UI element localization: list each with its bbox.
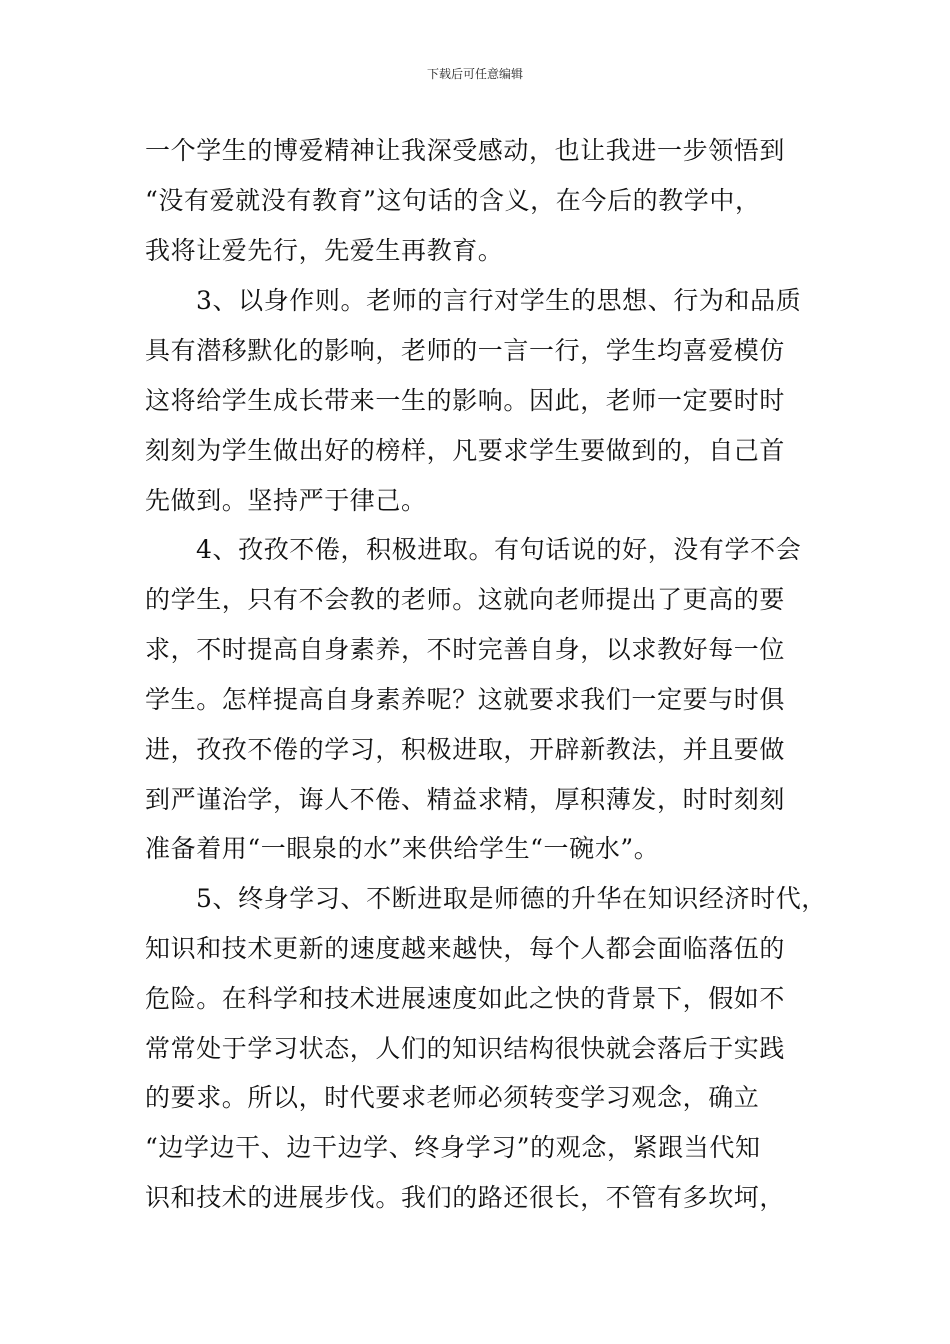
text-line-10: 的学生，只有不会教的老师。这就向老师提出了更高的要	[145, 585, 786, 614]
text-line-13: 进，孜孜不倦的学习，积极进取，开辟新教法，并且要做	[145, 735, 786, 764]
text-line-6: 这将给学生成长带来一生的影响。因此，老师一定要时时	[145, 386, 786, 415]
text-line-17: 知识和技术更新的速度越来越快，每个人都会面临落伍的	[145, 934, 786, 963]
text-line-19: 常常处于学习状态，人们的知识结构很快就会落后于实践	[145, 1034, 786, 1063]
text-line-21: “边学边干、边干边学、终身学习”的观念，紧跟当代知	[145, 1133, 761, 1162]
text-line-15: 准备着用“一眼泉的水”来供给学生“一碗水”。	[145, 834, 660, 863]
text-line-20: 的要求。所以，时代要求老师必须转变学习观念，确立	[145, 1083, 760, 1112]
text-line-2: “没有爱就没有教育”这句话的含义，在今后的教学中，	[145, 186, 761, 215]
text-line-7: 刻刻为学生做出好的榜样，凡要求学生要做到的，自己首	[145, 436, 786, 465]
text-line-8: 先做到。坚持严于律己。	[145, 486, 427, 515]
text-line-22: 识和技术的进展步伐。我们的路还很长，不管有多坎坷，	[145, 1183, 786, 1212]
page-header: 下载后可任意编辑	[426, 67, 523, 81]
text-line-16: 5、终身学习、不断进取是师德的升华在知识经济时代，	[196, 884, 827, 913]
text-line-9: 4、孜孜不倦，积极进取。有句话说的好，没有学不会	[196, 535, 802, 564]
text-line-1: 一个学生的博爱精神让我深受感动，也让我进一步领悟到	[145, 136, 786, 165]
text-line-18: 危险。在科学和技术进展速度如此之快的背景下，假如不	[145, 984, 786, 1013]
text-line-4: 3、以身作则。老师的言行对学生的思想、行为和品质	[196, 286, 802, 315]
text-line-14: 到严谨治学，诲人不倦、精益求精，厚积薄发，时时刻刻	[145, 785, 786, 814]
text-line-3: 我将让爱先行，先爱生再教育。	[145, 236, 504, 265]
text-line-12: 学生。怎样提高自身素养呢？这就要求我们一定要与时俱	[145, 685, 786, 714]
text-line-5: 具有潜移默化的影响，老师的一言一行，学生均喜爱模仿	[145, 336, 786, 365]
text-line-11: 求，不时提高自身素养，不时完善自身，以求教好每一位	[145, 635, 786, 664]
